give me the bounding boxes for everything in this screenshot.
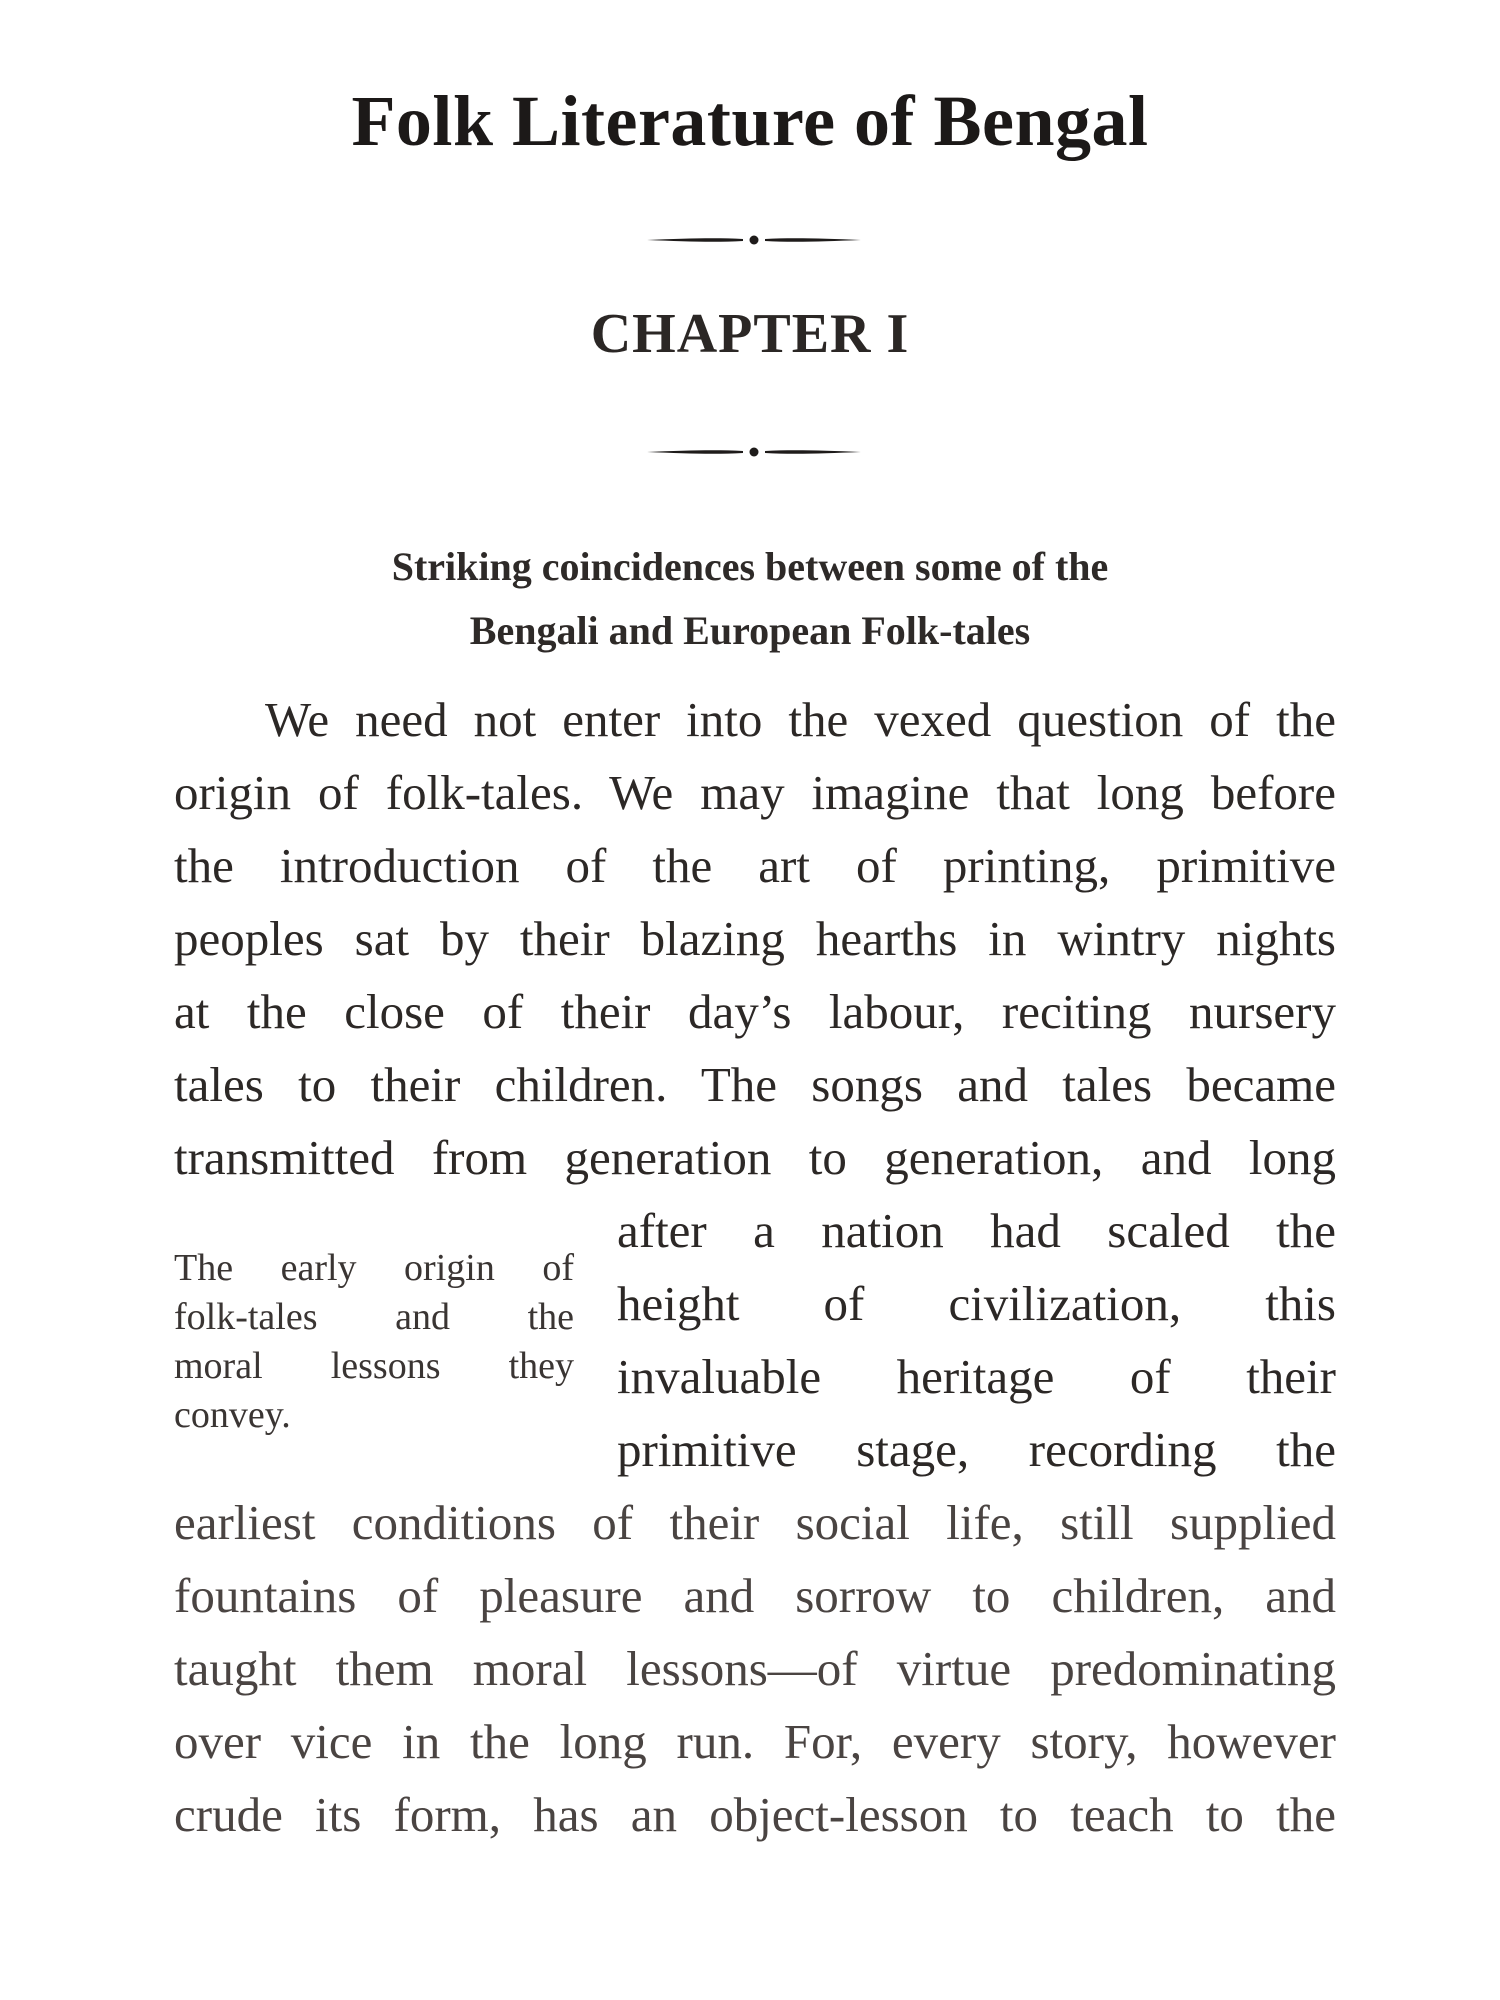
body-line: tales to their children. The songs and tales became [174, 1057, 1336, 1112]
marginal-note-line: moral lessons they [174, 1345, 574, 1387]
body-line: at the close of their day’s labour, reciting nursery [174, 984, 1336, 1039]
body-line: crude its form, has an object-lesson to teach to the [174, 1787, 1336, 1842]
marginal-note-line: convey. [174, 1394, 291, 1436]
body-line: taught them moral lessons—of virtue predominating [174, 1641, 1336, 1696]
marginal-note-line: The early origin of [174, 1247, 574, 1289]
body-line: the introduction of the art of printing, primitive [174, 838, 1336, 893]
section-heading-line: Bengali and European Folk-tales [469, 608, 1031, 653]
body-line: fountains of pleasure and sorrow to children, and [174, 1568, 1336, 1623]
book-title: Folk Literature of Bengal [351, 81, 1149, 161]
ornament-divider-top [645, 232, 863, 248]
section-heading [300, 535, 1200, 663]
body-line: peoples sat by their blazing hearths in wintry nights [174, 911, 1336, 966]
chapter-heading: CHAPTER I [590, 303, 910, 365]
body-line: over vice in the long run. For, every story, however [174, 1714, 1336, 1769]
marginal-note-line: folk-tales and the [174, 1296, 574, 1338]
body-line: We need not enter into the vexed question of the [265, 692, 1336, 747]
body-line: origin of folk-tales. We may imagine that long before [174, 765, 1336, 820]
ornament-divider-bottom [645, 444, 863, 460]
body-line: invaluable heritage of their [617, 1349, 1336, 1404]
body-line: transmitted from generation to generation, and long [174, 1130, 1336, 1185]
body-line: primitive stage, recording the [617, 1422, 1336, 1477]
section-heading-line: Striking coincidences between some of the [391, 544, 1109, 589]
body-line: earliest conditions of their social life, still supplied [174, 1495, 1336, 1550]
body-line: after a nation had scaled the [617, 1203, 1336, 1258]
body-line: height of civilization, this [617, 1276, 1336, 1331]
